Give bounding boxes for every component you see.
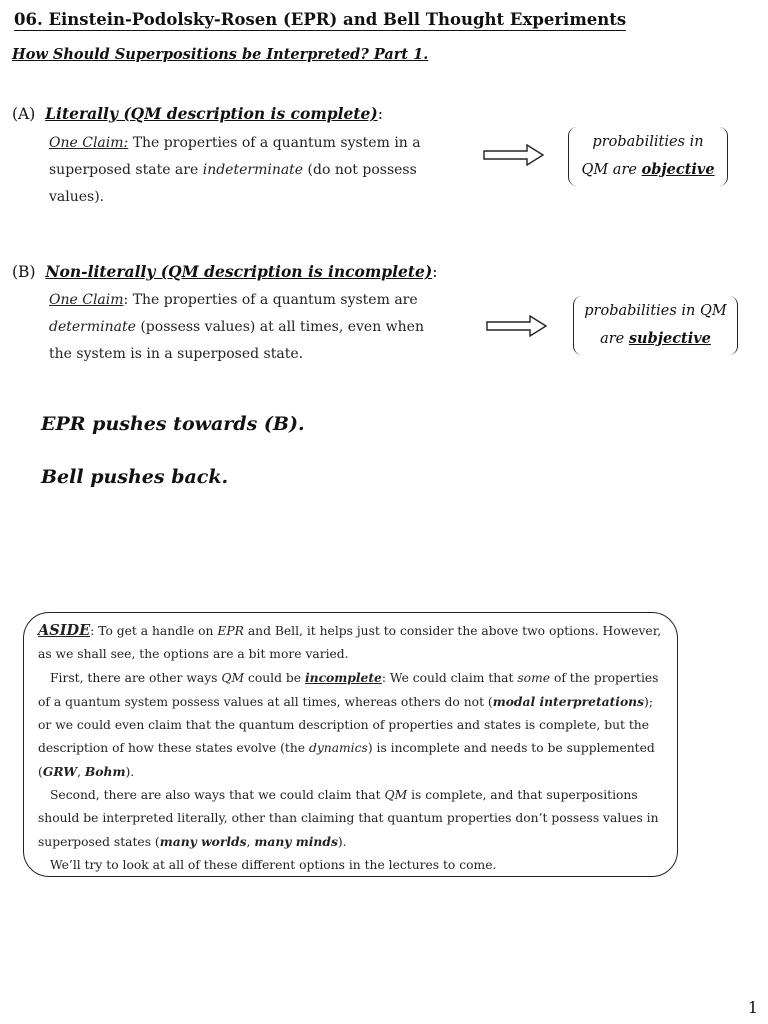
option-b-claim-lead: One Claim: [49, 292, 124, 308]
aside-p3-text-a: Second, there are also ways that we could claim that: [50, 788, 385, 802]
aside-p1-epr: EPR: [217, 624, 244, 638]
aside-p3-text-b: is complete, and that superpositions should be interpreted literally, other than claiming that quantum properties don’t possess values in superposed states (: [38, 788, 659, 849]
aside-p2-some: some: [517, 671, 551, 685]
option-a-result: [568, 127, 728, 186]
option-a-claim-emph: indeterminate: [202, 162, 304, 178]
option-b-colon: :: [432, 263, 438, 281]
option-b-claim: [49, 287, 439, 368]
aside-p2-text-b: could be: [244, 671, 305, 685]
aside-p2-grw: GRW: [42, 764, 78, 779]
option-a-arrow-icon: [483, 144, 545, 166]
bell-pushes-statement: Bell pushes back.: [41, 466, 229, 488]
option-b-marker: (B): [12, 263, 36, 281]
aside-paragraph-3: [38, 784, 663, 854]
option-a-claim-text-1: The properties of a quantum system in a superposed state are: [49, 135, 421, 178]
aside-paragraph-4: We’ll try to look at all of these different options in the lectures to come.: [50, 858, 497, 872]
option-b-claim-lead-colon: :: [123, 292, 129, 308]
option-a-result-line1: probabilities in: [592, 134, 704, 150]
option-a-result-pre: QM are: [581, 162, 642, 178]
option-b-heading: [12, 262, 437, 281]
option-b-result-keyword: subjective: [628, 330, 711, 347]
aside-heading: ASIDE: [38, 622, 91, 639]
aside-p2-incomplete: incomplete: [304, 670, 382, 685]
option-b-result-line1: probabilities in QM: [584, 303, 727, 319]
option-a-result-keyword: objective: [641, 161, 715, 178]
aside-paragraph-1: [38, 619, 663, 666]
option-b-title: Non-literally (QM description is incomplete): [45, 262, 433, 281]
page-title: [14, 10, 626, 31]
aside-p1-text-b: and Bell, it helps just to consider the above two options. However, as we shall see, the options are a bit more varied.: [38, 624, 662, 661]
page-number: 1: [747, 998, 758, 1017]
aside-p2-text-g: ,: [77, 765, 85, 779]
page-subtitle: How Should Superpositions be Interpreted? Part 1.: [12, 46, 429, 63]
aside-p2-text-c: : We could claim that: [381, 671, 518, 685]
aside-p2-text-d: of the properties of a quantum system possess values at all times, whereas others do not (: [38, 671, 659, 709]
aside-p2-text-e: ); or we could even claim that the quantum description of properties and states is complete, but the description of how these states evolve (the: [38, 695, 653, 755]
option-b-claim-text-1: The properties of a quantum system are: [128, 292, 418, 308]
aside-p3-text-c: ,: [246, 835, 255, 849]
option-b-claim-text-2: (possess values) at all times, even when the system is in a superposed state.: [49, 319, 424, 362]
aside-p3-qm: QM: [384, 788, 408, 802]
option-b-arrow-icon: [486, 315, 548, 337]
aside-p2-text-a: First, there are other ways: [50, 671, 222, 685]
aside-p2-bohm: Bohm: [84, 764, 126, 779]
aside-box: [23, 612, 678, 877]
option-a-claim-text-2: (do not possess values).: [49, 162, 417, 205]
aside-p3-text-d: ).: [337, 835, 347, 849]
option-b-claim-emph: determinate: [49, 319, 136, 335]
option-b-result-line2: [584, 325, 727, 353]
option-a-colon: :: [377, 105, 383, 123]
aside-p2-qm: QM: [221, 671, 245, 685]
option-a-heading: [12, 104, 383, 123]
option-a-claim: [49, 130, 459, 211]
aside-p2-dynamics: dynamics: [308, 741, 368, 755]
aside-paragraph-2: [38, 666, 663, 784]
page-title-text: 06. Einstein-Podolsky-Rosen (EPR) and Bell Thought Experiments: [14, 10, 627, 29]
aside-p2-text-h: ).: [125, 765, 135, 779]
aside-p2-modal: modal interpretations: [492, 694, 645, 709]
option-a-title: Literally (QM description is complete): [45, 104, 378, 123]
option-a-claim-lead: One Claim:: [49, 135, 129, 151]
option-b-result-pre: are: [600, 331, 629, 347]
aside-p1-text-a: : To get a handle on: [90, 624, 218, 638]
option-a-marker: (A): [12, 105, 36, 123]
option-a-result-line2: [579, 156, 717, 184]
option-b-result: [573, 296, 738, 355]
aside-p2-text-f: ) is incomplete and needs to be supplemented (: [38, 741, 655, 779]
aside-p3-many-worlds: many worlds: [159, 834, 247, 849]
aside-p3-many-minds: many minds: [254, 834, 338, 849]
epr-pushes-statement: EPR pushes towards (B).: [41, 413, 305, 435]
